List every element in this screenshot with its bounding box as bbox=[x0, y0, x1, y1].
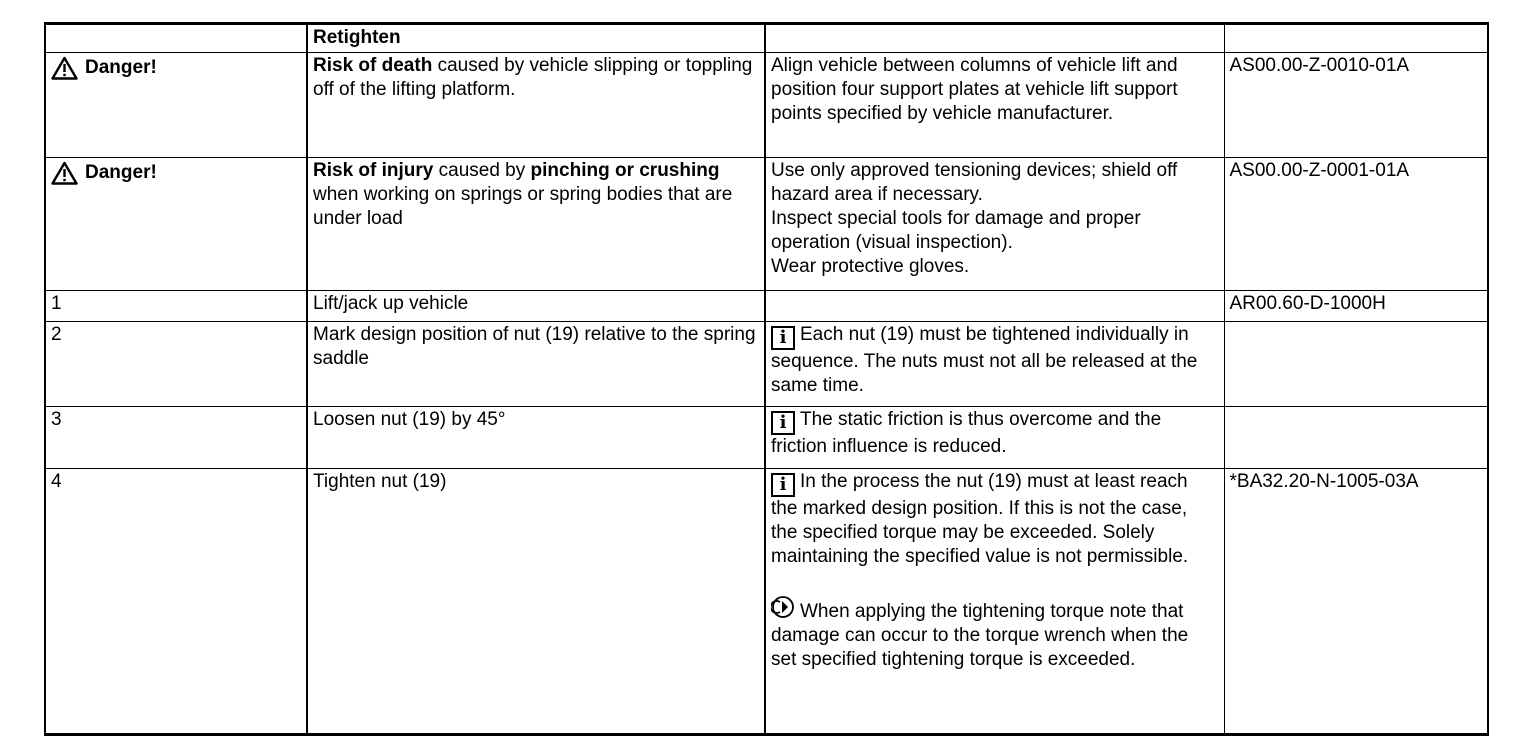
procedure-table bbox=[44, 22, 1489, 736]
row-reference-cell: AS00.00-Z-0001-01A bbox=[1224, 158, 1488, 291]
table-row bbox=[45, 407, 1488, 469]
row-description-cell: Lift/jack up vehicle bbox=[307, 291, 765, 322]
danger-label bbox=[51, 161, 157, 185]
row-step-cell: 2 bbox=[45, 322, 307, 407]
table-row bbox=[45, 53, 1488, 158]
note-text: The static friction is thus overcome and the friction influence is reduced. bbox=[771, 409, 1162, 457]
note-line: Use only approved tensioning devices; shield off hazard area if necessary. bbox=[771, 160, 1178, 205]
warning-triangle-icon bbox=[51, 161, 78, 185]
row-description-cell bbox=[307, 158, 765, 291]
risk-text: caused by vehicle slipping or toppling off of the lifting platform. bbox=[313, 55, 753, 100]
row-notes-cell bbox=[765, 158, 1224, 291]
note-text: In the process the nut (19) must at least reach the marked design position. If this is not the case, the specified torque may be exceeded. Solely maintaining the specified value is not permissible. bbox=[771, 471, 1189, 567]
risk-bold-text: Risk of injury bbox=[313, 160, 434, 181]
row-notes-cell bbox=[765, 291, 1224, 322]
row-step-cell: 3 bbox=[45, 407, 307, 469]
section-title: Retighten bbox=[307, 24, 765, 53]
info-icon: i bbox=[771, 473, 795, 497]
risk-text: when working on springs or spring bodies that are under load bbox=[313, 184, 733, 229]
row-reference-cell bbox=[1224, 24, 1488, 53]
danger-text: Danger! bbox=[85, 57, 157, 78]
row-reference-cell bbox=[1224, 407, 1488, 469]
note-paragraph bbox=[771, 595, 1218, 672]
danger-text: Danger! bbox=[85, 162, 157, 183]
row-description-cell: Mark design position of nut (19) relative to the spring saddle bbox=[307, 322, 765, 407]
note-paragraph bbox=[771, 470, 1218, 569]
table-row bbox=[45, 24, 1488, 53]
info-icon: i bbox=[771, 411, 795, 435]
row-step-cell bbox=[45, 53, 307, 158]
row-notes-cell bbox=[765, 24, 1224, 53]
row-description-cell: Tighten nut (19) bbox=[307, 469, 765, 735]
row-reference-cell: *BA32.20-N-1005-03A bbox=[1224, 469, 1488, 735]
risk-bold-text: Risk of death bbox=[313, 55, 433, 76]
torque-wrench-icon bbox=[771, 595, 795, 619]
note-line: Inspect special tools for damage and proper operation (visual inspection). bbox=[771, 208, 1141, 253]
row-step-cell bbox=[45, 24, 307, 53]
note-text: Each nut (19) must be tightened individually in sequence. The nuts must not all be released at the same time. bbox=[771, 324, 1198, 396]
row-step-cell: 4 bbox=[45, 469, 307, 735]
table-row bbox=[45, 469, 1488, 735]
row-notes-cell bbox=[765, 322, 1224, 407]
table-row bbox=[45, 291, 1488, 322]
warning-triangle-icon bbox=[51, 56, 78, 80]
row-description-cell bbox=[307, 53, 765, 158]
table-row bbox=[45, 322, 1488, 407]
row-step-cell: 1 bbox=[45, 291, 307, 322]
risk-text: caused by bbox=[433, 160, 531, 181]
row-notes-cell bbox=[765, 407, 1224, 469]
row-step-cell bbox=[45, 158, 307, 291]
row-notes-cell: Align vehicle between columns of vehicle lift and position four support plates at vehicle lift support points specified by vehicle manufacturer. bbox=[765, 53, 1224, 158]
risk-bold-text: pinching or crushing bbox=[530, 160, 720, 181]
row-reference-cell: AS00.00-Z-0010-01A bbox=[1224, 53, 1488, 158]
row-notes-cell bbox=[765, 469, 1224, 735]
paragraph-spacer bbox=[771, 569, 1218, 595]
info-icon: i bbox=[771, 326, 795, 350]
table-row bbox=[45, 158, 1488, 291]
note-text: When applying the tightening torque note that damage can occur to the torque wrench when the set specified tightening torque is exceeded. bbox=[771, 601, 1189, 670]
row-description-cell: Loosen nut (19) by 45° bbox=[307, 407, 765, 469]
row-reference-cell: AR00.60-D-1000H bbox=[1224, 291, 1488, 322]
note-line: Wear protective gloves. bbox=[771, 256, 970, 277]
row-reference-cell bbox=[1224, 322, 1488, 407]
danger-label bbox=[51, 56, 157, 80]
